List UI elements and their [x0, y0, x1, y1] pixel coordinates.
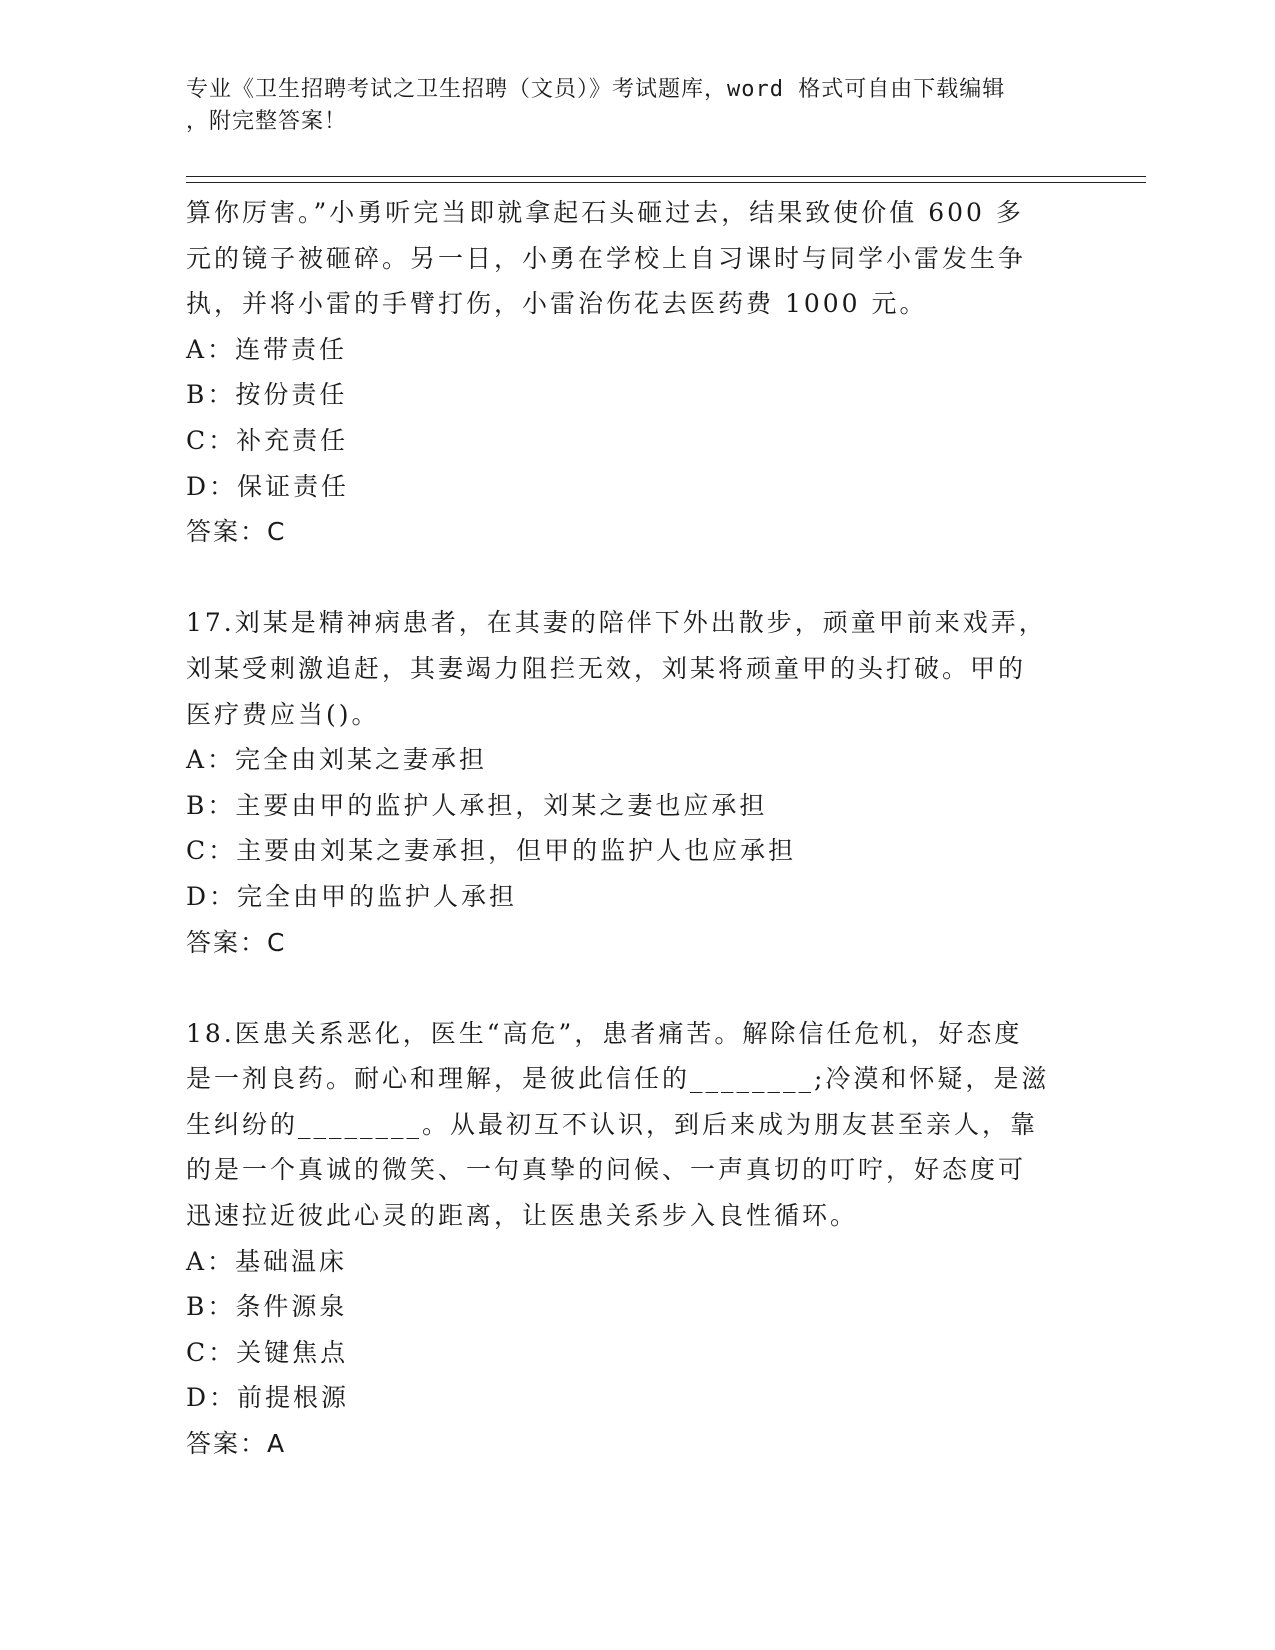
- header-line-2: ，附完整答案！: [186, 109, 348, 134]
- question-text-line: 生纠纷的________。从最初互不认识，到后来成为朋友甚至亲人，靠: [186, 1109, 1039, 1139]
- page-header: [186, 74, 1066, 138]
- question-text-line: 刘某受刺激追赶，其妻竭力阻拦无效，刘某将顽童甲的头打破。甲的: [186, 653, 1027, 683]
- spacer: [186, 965, 1086, 1011]
- option-b: B：条件源泉: [186, 1292, 348, 1322]
- question-text-line: 的是一个真诚的微笑、一句真挚的问候、一声真切的叮咛，好态度可: [186, 1155, 1027, 1185]
- answer-line: 答案：A: [186, 1429, 287, 1459]
- document-body: [186, 190, 1086, 1467]
- question-text-line: 迅速拉近彼此心灵的距离，让医患关系步入良性循环。: [186, 1201, 859, 1231]
- spacer: [186, 555, 1086, 601]
- option-b: B：按份责任: [186, 380, 348, 410]
- question-17: [186, 600, 1086, 965]
- header-divider-top: [186, 176, 1146, 177]
- question-18: [186, 1011, 1086, 1467]
- header-line-1: 专业《卫生招聘考试之卫生招聘（文员）》考试题库，word 格式可自由下载编辑: [186, 77, 1006, 102]
- option-a: A：基础温床: [186, 1246, 348, 1276]
- question-text-line: 元的镜子被砸碎。另一日，小勇在学校上自习课时与同学小雷发生争: [186, 243, 1027, 273]
- question-16-continuation: [186, 190, 1086, 555]
- answer-line: 答案：C: [186, 517, 287, 547]
- option-c: C：主要由刘某之妻承担，但甲的监护人也应承担: [186, 836, 797, 866]
- answer-line: 答案：C: [186, 927, 287, 957]
- option-b: B：主要由甲的监护人承担，刘某之妻也应承担: [186, 790, 768, 820]
- question-text-line: 执，并将小雷的手臂打伤，小雷治伤花去医药费 1000 元。: [186, 289, 928, 319]
- option-d: D：完全由甲的监护人承担: [186, 881, 518, 911]
- option-d: D：前提根源: [186, 1383, 350, 1413]
- question-text-line: 17.刘某是精神病患者，在其妻的陪伴下外出散步，顽童甲前来戏弄，: [186, 608, 1047, 638]
- option-a: A：完全由刘某之妻承担: [186, 745, 488, 775]
- option-d: D：保证责任: [186, 471, 350, 501]
- question-text-line: 18.医患关系恶化，医生“高危”，患者痛苦。解除信任危机，好态度: [186, 1018, 1023, 1048]
- question-text-line: 医疗费应当()。: [186, 699, 380, 729]
- option-a: A：连带责任: [186, 334, 348, 364]
- header-divider-bottom: [186, 182, 1146, 183]
- question-text-line: 算你厉害。”小勇听完当即就拿起石头砸过去，结果致使价值 600 多: [186, 198, 1024, 227]
- question-text-line: 是一剂良药。耐心和理解，是彼此信任的________;冷漠和怀疑，是滋: [186, 1064, 1050, 1094]
- option-c: C：关键焦点: [186, 1337, 349, 1367]
- option-c: C：补充责任: [186, 425, 349, 455]
